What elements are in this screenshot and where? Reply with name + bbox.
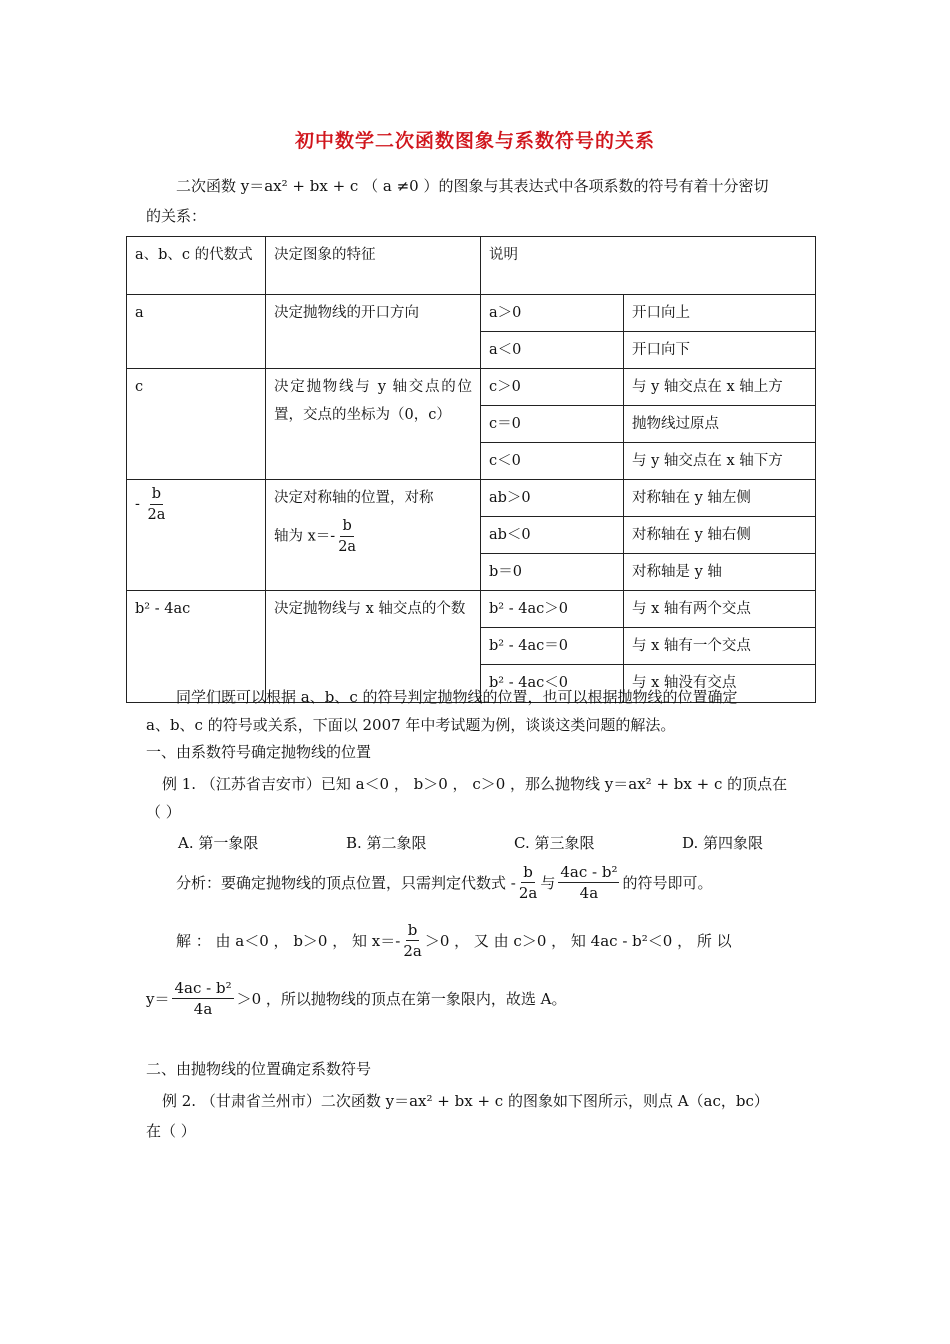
feature-cell: 决定抛物线与 x 轴交点的个数 [266,591,481,703]
table-row [127,295,816,332]
case-cell: c＝0 [481,406,624,443]
option-b: B. 第二象限 [346,834,427,852]
feature-cell: 决定抛物线的开口方向 [266,295,481,369]
note-cell: 与 x 轴有两个交点 [624,591,816,628]
example-1-line-2: （ ） [146,803,181,821]
feature-line: 轴为 x＝- [274,528,336,545]
fraction-b-over-2a [519,862,538,903]
fraction-numerator: b [340,516,353,537]
solution-text: ＞0 ， 又 由 c＞0 ， 知 4ac - b²＜0 ， 所 以 [424,931,732,950]
case-cell: b² - 4ac＝0 [481,628,624,665]
fraction-numerator: b [407,921,418,939]
solution-line-1 [176,920,732,961]
expr-cell: c [127,369,266,480]
note-cell: 开口向上 [624,295,816,332]
analysis-text: 的符号即可。 [622,873,713,892]
case-cell: a＞0 [481,295,624,332]
fraction-denominator: 2a [147,507,166,523]
table-row [127,480,816,517]
case-cell: b² - 4ac＞0 [481,591,624,628]
relation-table [126,236,816,703]
expr-cell: a [127,295,266,369]
note-cell: 抛物线过原点 [624,406,816,443]
section-2-heading: 二、由抛物线的位置确定系数符号 [146,1060,372,1078]
solution-text: y＝ [146,989,170,1008]
fraction-denominator: 2a [338,539,357,555]
fraction-denominator: 2a [518,884,538,902]
paragraph-2-line-1: 同学们既可以根据 a、b、c 的符号判定抛物线的位置，也可以根据抛物线的位置确定 [176,688,738,706]
fraction-numerator: 4ac - b² [174,979,232,997]
fraction-vertex-y [558,862,619,903]
table-row [127,369,816,406]
expr-fraction [148,484,166,525]
header-expr: a、b、c 的代数式 [127,237,266,295]
fraction-b-over-2a [403,920,422,961]
note-cell: 与 x 轴有一个交点 [624,628,816,665]
analysis-text: 与 [540,873,556,892]
fraction-denominator: 4a [193,1000,213,1018]
note-cell: 对称轴在 y 轴右侧 [624,517,816,554]
analysis-line [176,862,712,903]
feature-cell: 决定抛物线与 y 轴交点的位置，交点的坐标为（0，c） [266,369,481,480]
option-a: A. 第一象限 [178,834,259,852]
analysis-text: 分析：要确定抛物线的顶点位置，只需判定代数式 - [176,873,516,892]
axis-fraction [338,516,356,557]
fraction-numerator: 4ac - b² [560,863,618,881]
feature-cell [266,480,481,591]
solution-text: ＞0 ，所以抛物线的顶点在第一象限内，故选 A。 [236,989,567,1008]
note-cell: 对称轴在 y 轴左侧 [624,480,816,517]
table-row [127,591,816,628]
note-cell: 对称轴是 y 轴 [624,554,816,591]
fraction-numerator: b [523,863,533,881]
table-header-row [127,237,816,295]
case-cell: b² - 4ac＜0 [481,665,624,703]
case-cell: a＜0 [481,332,624,369]
note-cell: 与 x 轴没有交点 [624,665,816,703]
feature-line: 决定对称轴的位置，对称 [274,490,434,506]
header-note: 说明 [481,237,816,295]
intro-line-1: 二次函数 y＝ax² + bx + c （ a ≠0 ）的图象与其表达式中各项系数的符号有着十分密切 [176,177,769,195]
expr-cell: b² - 4ac [127,591,266,703]
header-feature: 决定图象的特征 [266,237,481,295]
example-1-line-1: 例 1. （江苏省吉安市）已知 a＜0 ， b＞0 ， c＞0 ，那么抛物线 y＝ax² + bx + c 的顶点在 [162,775,788,793]
expr-cell: - $\frac{b}{2a}$ [127,480,266,591]
option-d: D. 第四象限 [682,834,764,852]
note-cell: 与 y 轴交点在 x 轴上方 [624,369,816,406]
intro-line-2: 的关系： [146,207,207,225]
solution-line-2 [146,978,567,1019]
case-cell: ab＞0 [481,480,624,517]
case-cell: ab＜0 [481,517,624,554]
fraction-denominator: 4a [579,884,599,902]
section-1-heading: 一、由系数符号确定抛物线的位置 [146,743,372,761]
case-cell: c＞0 [481,369,624,406]
answer-options [178,832,850,854]
solution-text: 解 ： 由 a＜0 ， b＞0 ， 知 x＝- [176,931,401,950]
fraction-numerator: b [150,484,163,505]
note-cell: 开口向下 [624,332,816,369]
note-cell: 与 y 轴交点在 x 轴下方 [624,443,816,480]
example-2-line-1: 例 2. （甘肃省兰州市）二次函数 y＝ax² + bx + c 的图象如下图所示，则点 A（ac，bc） [162,1092,769,1110]
page-title: 初中数学二次函数图象与系数符号的关系 [294,130,655,152]
paragraph-2-line-2: a、b、c 的符号或关系，下面以 2007 年中考试题为例，谈谈这类问题的解法。 [146,716,676,734]
case-cell: b＝0 [481,554,624,591]
example-2-line-2: 在（ ） [146,1122,196,1140]
case-cell: c＜0 [481,443,624,480]
fraction-vertex-y [172,978,233,1019]
option-c: C. 第三象限 [514,834,595,852]
fraction-denominator: 2a [403,942,422,960]
